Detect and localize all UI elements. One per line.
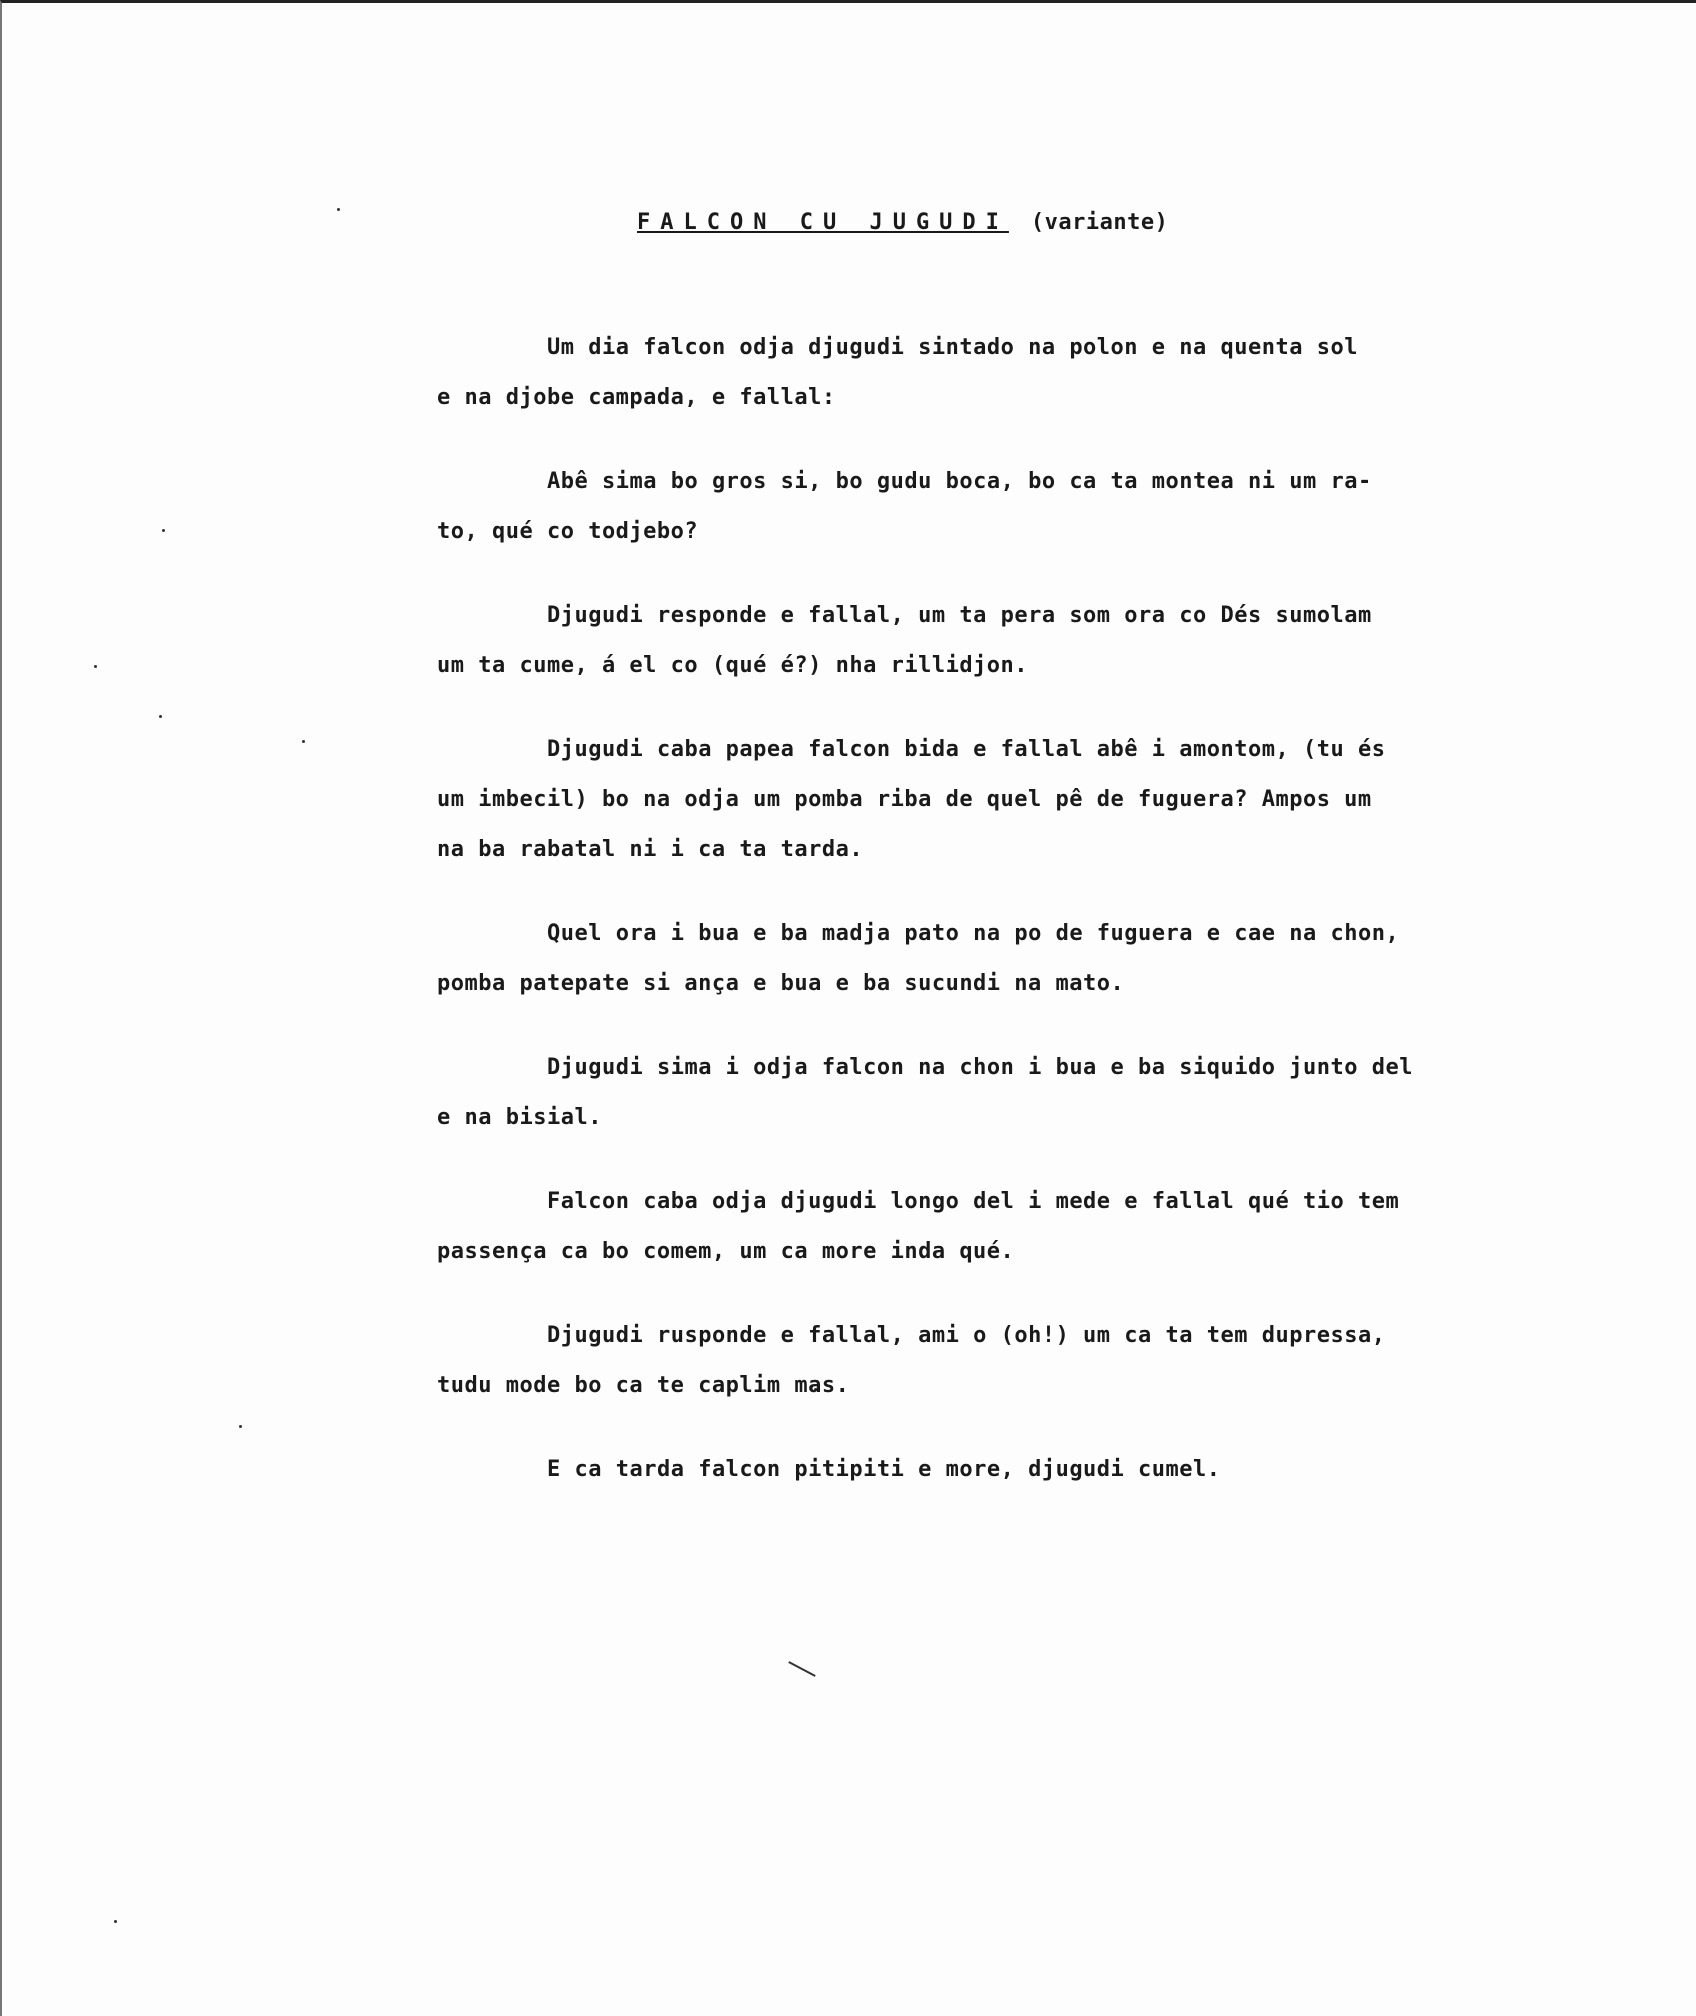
- paragraph-6: Djugudi sima i odja falcon na chon i bua e ba siquido junto del e na bisial.: [437, 1055, 1413, 1130]
- paragraph-4: Djugudi caba papea falcon bida e fallal abê i amontom, (tu és um imbecil) bo na odja um pomba riba de quel pê de fuguera? Ampos um na ba rabatal ni i ca ta tarda.: [437, 737, 1386, 862]
- scan-speck: [94, 665, 97, 668]
- paragraph-1: Um dia falcon odja djugudi sintado na polon e na quenta sol e na djobe campada, e fallal:: [437, 335, 1358, 410]
- scan-speck: [159, 715, 162, 718]
- document-body: [437, 203, 1557, 1529]
- paragraph-3: Djugudi responde e fallal, um ta pera som ora co Dés sumolam um ta cume, á el co (qué é?) nha rillidjon.: [437, 603, 1372, 678]
- paragraph-9: E ca tarda falcon pitipiti e more, djugudi cumel.: [547, 1457, 1221, 1482]
- paragraph-7: Falcon caba odja djugudi longo del i mede e fallal qué tio tem passença ca bo comem, um ca more inda qué.: [437, 1189, 1400, 1264]
- title-line: [437, 203, 1557, 243]
- title-variant: (variante): [1030, 210, 1169, 235]
- paragraph-8: Djugudi rusponde e fallal, ami o (oh!) um ca ta tem dupressa, tudu mode bo ca te caplim mas.: [437, 1323, 1386, 1398]
- scan-speck: [337, 208, 340, 211]
- scan-speck: [114, 1920, 117, 1923]
- paragraph-2: Abê sima bo gros si, bo gudu boca, bo ca ta montea ni um ra- to, qué co todjebo?: [437, 469, 1372, 544]
- document-title: FALCON CU JUGUDI: [637, 210, 1009, 235]
- scan-speck: [162, 529, 165, 532]
- scan-speck: [302, 740, 305, 743]
- scan-scratch: [788, 1661, 815, 1677]
- paragraph-5: Quel ora i bua e ba madja pato na po de fuguera e cae na chon, pomba patepate si ança e bua e ba sucundi na mato.: [437, 921, 1400, 996]
- scan-speck: [239, 1425, 242, 1428]
